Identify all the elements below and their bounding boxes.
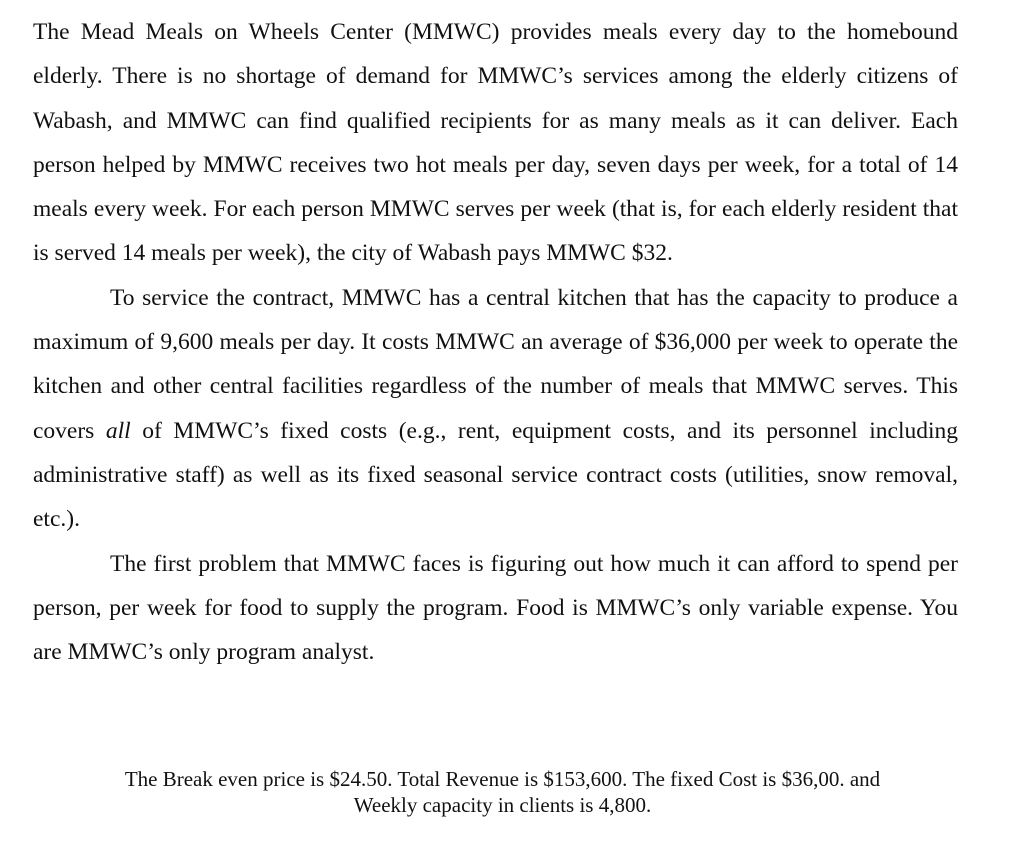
caption-line-2: Weekly capacity in clients is 4,800. — [353, 793, 652, 817]
caption-line-1: The Break even price is $24.50. Total Revenue is $153,600. The fixed Cost is $36,00. and — [124, 767, 881, 791]
summary-caption — [40, 766, 965, 818]
document-body — [33, 10, 958, 674]
paragraph-kitchen-costs-part2: of MMWC’s fixed costs (e.g., rent, equipment costs, and its personnel including administrative staff) as well as its fixed seasonal service contract costs (utilities, snow removal, etc.). — [33, 417, 958, 533]
paragraph-kitchen-costs — [33, 276, 958, 542]
emphasis-all: all — [105, 417, 131, 444]
paragraph-problem: The first problem that MMWC faces is figuring out how much it can afford to spend per person, per week for food to supply the program. Food is MMWC’s only variable expense. You are MMWC’s only program analyst. — [33, 550, 958, 666]
paragraph-intro: The Mead Meals on Wheels Center (MMWC) provides meals every day to the homebound elderly. There is no shortage of demand for MMWC’s services among the elderly citizens of Wabash, and MMWC can find qualified recipients for as many meals as it can deliver. Each person helped by MMWC receives two hot meals per day, seven days per week, for a total of 14 meals every week. For each person MMWC serves per week (that is, for each elderly resident that is served 14 meals per week), the city of Wabash pays MMWC $32. — [33, 19, 958, 267]
paragraph-kitchen-costs-part1: To service the contract, MMWC has a central kitchen that has the capacity to produce a maximum of 9,600 meals per day. It costs MMWC an average of $36,000 per week to operate the kitchen and other central facilities regardless of the number of meals that MMWC serves. This covers — [33, 284, 958, 444]
